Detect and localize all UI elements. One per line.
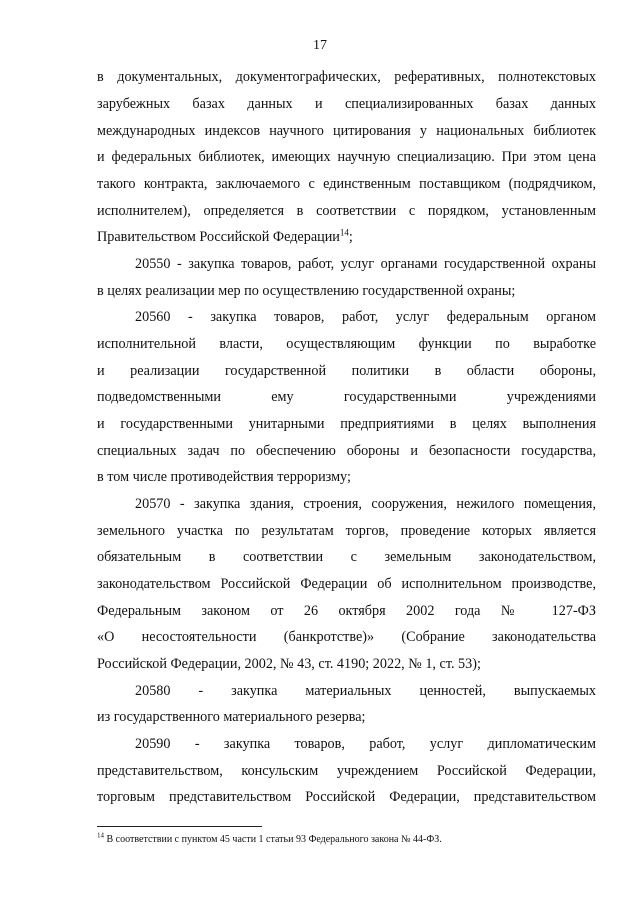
text-line-with-footnote <box>97 228 596 246</box>
text-line: в документальных, документографических, реферативных, полнотекстовых <box>97 69 596 85</box>
text-line: Российской Федерации, 2002, № 43, ст. 4190; 2022, № 1, ст. 53); <box>97 656 481 672</box>
text-line: специальных задач по обеспечению обороны и безопасности государства, <box>97 443 596 459</box>
paragraph-20560: 20560 - закупка товаров, работ, услуг федеральным органом <box>135 309 596 325</box>
text-line: подведомственными ему государственными учреждениями <box>97 389 596 405</box>
line-tail: ; <box>348 229 353 245</box>
text-line: международных индексов научного цитирования у национальных библиотек <box>97 123 596 139</box>
paragraph-20550: 20550 - закупка товаров, работ, услуг органами государственной охраны <box>135 256 596 272</box>
page-number: 17 <box>313 38 327 53</box>
footnote <box>97 833 596 846</box>
paragraph-20570: 20570 - закупка здания, строения, сооружения, нежилого помещения, <box>135 496 596 512</box>
text-line: и государственными унитарными предприятиями в целях выполнения <box>97 416 596 432</box>
text-line: исполнительной власти, осуществляющим функции по выработке <box>97 336 596 352</box>
text-line: представительством, консульским учреждением Российской Федерации, <box>97 763 596 779</box>
text-line: и реализации государственной политики в области обороны, <box>97 363 596 379</box>
text-line: земельного участка по результатам торгов, проведение которых является <box>97 523 596 539</box>
text-line: в том числе противодействия терроризму; <box>97 469 351 485</box>
footnote-text: В соответствии с пунктом 45 части 1 статьи 93 Федерального закона № 44-ФЗ. <box>104 834 442 845</box>
footnote-divider <box>97 826 262 827</box>
text-line: из государственного материального резерва; <box>97 709 366 725</box>
paragraph-20580: 20580 - закупка материальных ценностей, выпускаемых <box>135 683 596 699</box>
text-line: Федеральным законом от 26 октября 2002 года № 127-ФЗ <box>97 603 596 619</box>
paragraph-20590: 20590 - закупка товаров, работ, услуг дипломатическим <box>135 736 596 752</box>
text-line: такого контракта, заключаемого с единственным поставщиком (подрядчиком, <box>97 176 596 192</box>
text-line: зарубежных базах данных и специализированных базах данных <box>97 96 596 112</box>
footnote-marker: 14 <box>97 831 104 840</box>
text-line: в целях реализации мер по осуществлению государственной охраны; <box>97 283 516 299</box>
text-line: обязательным в соответствии с земельным законодательством, <box>97 549 596 565</box>
text-line: «О несостоятельности (банкротстве)» (Собрание законодательства <box>97 629 596 645</box>
text-line: торговым представительством Российской Федерации, представительством <box>97 789 596 805</box>
text-line: законодательством Российской Федерации об исполнительном производстве, <box>97 576 596 592</box>
footnote-reference: 14 <box>339 227 349 238</box>
line-text: Правительством Российской Федерации <box>97 229 340 245</box>
text-line: и федеральных библиотек, имеющих научную специализацию. При этом цена <box>97 149 596 165</box>
text-line: исполнителем), определяется в соответствии с порядком, установленным <box>97 203 596 219</box>
